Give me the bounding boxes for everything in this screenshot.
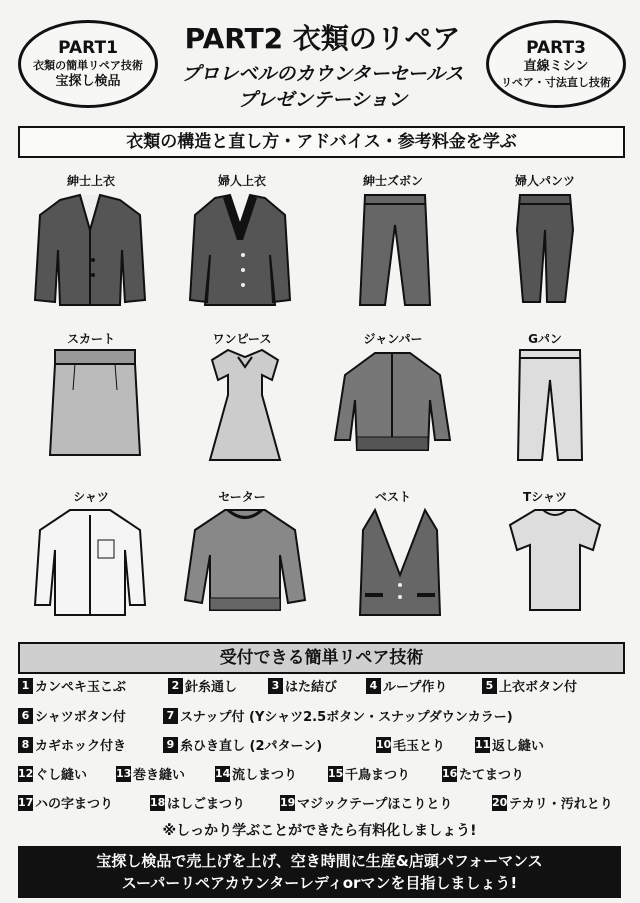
page-subtitle-2: プレゼンテーション: [237, 89, 408, 111]
technique-number: 1: [18, 678, 33, 694]
technique-item: [215, 764, 297, 783]
garment-label-sweater: セーター: [218, 490, 266, 504]
technique-number: 17: [18, 795, 34, 809]
technique-item: [18, 764, 87, 783]
technique-item: [280, 793, 452, 812]
technique-number: 11: [475, 737, 491, 751]
technique-item: [442, 764, 524, 783]
page-title: PART2 衣類のリペア: [184, 22, 461, 55]
technique-item: [268, 676, 337, 695]
footer-banner: [18, 846, 621, 898]
garment-label-jeans: Gパン: [528, 332, 562, 346]
part3-line2: リペア・寸法直し技術: [501, 76, 611, 89]
sweater-icon: [180, 505, 310, 615]
technique-number: 8: [18, 737, 33, 753]
part3-title: PART3: [526, 38, 586, 58]
page-subtitle-1: プロレベルのカウンターセールス: [181, 63, 464, 85]
technique-number: 14: [215, 766, 231, 780]
technique-item: [18, 676, 126, 695]
technique-number: 10: [376, 737, 392, 751]
technique-item: [163, 706, 513, 725]
technique-number: 16: [442, 766, 458, 780]
technique-number: 12: [18, 766, 34, 780]
technique-number: 9: [163, 737, 178, 753]
technique-item: [18, 793, 113, 812]
part3-line1: 直線ミシン: [523, 59, 589, 74]
technique-number: 19: [280, 795, 296, 809]
technique-item: [376, 735, 445, 754]
technique-item: [168, 676, 237, 695]
technique-number: 15: [328, 766, 344, 780]
part3-badge: [486, 20, 626, 108]
vest-icon: [355, 505, 445, 620]
technique-text: テカリ・汚れとり: [509, 797, 613, 812]
mens-jacket-icon: [30, 190, 150, 310]
womens-jacket-icon: [185, 190, 295, 310]
tshirt-icon: [505, 505, 605, 615]
technique-number: 2: [168, 678, 183, 694]
technique-text: 糸ひき直し (2パターン): [180, 739, 323, 754]
technique-text: 千鳥まつり: [345, 768, 411, 783]
technique-item: [18, 735, 126, 754]
garment-label-mens-trousers: 紳士ズボン: [362, 174, 423, 188]
jeans-icon: [510, 345, 590, 465]
part1-badge: [18, 20, 158, 108]
technique-text: マジックテープほこりとり: [297, 797, 453, 812]
technique-item: [116, 764, 185, 783]
technique-number: 18: [150, 795, 166, 809]
technique-text: 流しまつり: [232, 768, 298, 783]
part1-title: PART1: [58, 38, 118, 58]
technique-number: 20: [492, 795, 508, 809]
part1-line2: 宝探し検品: [55, 74, 121, 89]
garment-label-mens-jacket: 紳士上衣: [66, 174, 115, 188]
womens-pants-icon: [505, 190, 585, 310]
repair-techniques-heading: 受付できる簡単リペア技術: [18, 642, 625, 674]
section-heading: 衣類の構造と直し方・アドバイス・参考料金を学ぶ: [18, 126, 625, 158]
technique-text: はた結び: [285, 680, 338, 695]
note-text: ※しっかり学ぶことができたら有料化しましょう!: [162, 823, 477, 839]
technique-item: [18, 706, 126, 725]
footer-line-2: スーパーリペアカウンターレディorマンを目指しましょう!: [121, 874, 518, 892]
technique-item: [163, 735, 322, 754]
jumper-icon: [330, 345, 455, 455]
garment-label-vest: ベスト: [374, 490, 411, 504]
technique-text: カギホック付き: [35, 739, 127, 754]
technique-text: シャツボタン付: [35, 710, 126, 725]
mens-trousers-icon: [350, 190, 440, 310]
shirt-icon: [30, 505, 150, 620]
garment-label-tshirt: Tシャツ: [523, 490, 567, 504]
technique-text: 上衣ボタン付: [499, 680, 578, 695]
part1-line1: 衣類の簡単リペア技術: [33, 59, 143, 72]
technique-text: 毛玉とり: [393, 739, 446, 754]
technique-text: ループ作り: [383, 680, 448, 695]
technique-number: 6: [18, 708, 33, 724]
skirt-icon: [40, 345, 150, 460]
technique-item: [150, 793, 245, 812]
garment-label-womens-jacket: 婦人上衣: [217, 174, 266, 188]
technique-text: 返し縫い: [492, 739, 545, 754]
technique-item: [492, 793, 613, 812]
garment-label-shirt: シャツ: [73, 490, 109, 504]
garment-label-womens-pants: 婦人パンツ: [514, 174, 575, 188]
garment-label-jumper: ジャンパー: [363, 332, 423, 346]
technique-item: [482, 676, 577, 695]
garment-label-dress: ワンピース: [212, 332, 272, 346]
technique-text: カンペキ玉こぶ: [35, 680, 127, 695]
technique-number: 13: [116, 766, 132, 780]
technique-item: [366, 676, 447, 695]
technique-text: ぐし縫い: [35, 768, 88, 783]
technique-number: 5: [482, 678, 497, 694]
technique-number: 7: [163, 708, 178, 724]
technique-item: [328, 764, 410, 783]
technique-text: 針糸通し: [185, 680, 238, 695]
technique-number: 3: [268, 678, 283, 694]
technique-item: [475, 735, 544, 754]
footer-line-1: 宝探し検品で売上げを上げ、空き時間に生産&店頭パフォーマンス: [96, 852, 543, 870]
garment-label-skirt: スカート: [66, 332, 115, 346]
technique-text: はしごまつり: [167, 797, 246, 812]
technique-text: ハの字まつり: [35, 797, 114, 812]
technique-text: スナップ付 (Yシャツ2.5ボタン・スナップダウンカラー): [180, 710, 513, 725]
technique-number: 4: [366, 678, 381, 694]
technique-text: 巻き縫い: [133, 768, 186, 783]
technique-text: たてまつり: [459, 768, 525, 783]
dress-icon: [200, 345, 290, 465]
